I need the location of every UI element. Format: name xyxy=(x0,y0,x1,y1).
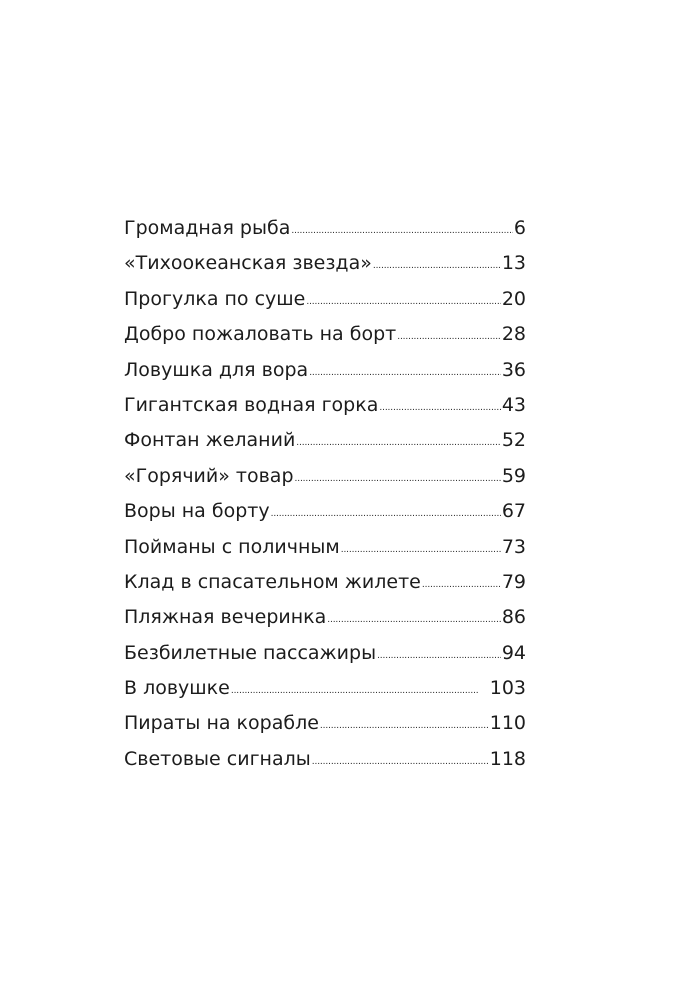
toc-entry-title: Клад в спасательном жилете xyxy=(124,570,421,593)
toc-entry-title: Световые сигналы xyxy=(124,747,311,770)
toc-entry xyxy=(124,211,526,246)
toc-entry-title: Безбилетные пассажиры xyxy=(124,641,377,664)
toc-dot-leader xyxy=(377,635,501,674)
toc-entry-title: Громадная рыба xyxy=(124,217,291,239)
toc-entry xyxy=(124,636,526,671)
toc-dot-leader xyxy=(312,741,489,780)
toc-entry xyxy=(124,530,526,565)
toc-entry-page: 79 xyxy=(501,570,526,593)
toc-entry-page: 43 xyxy=(501,393,526,416)
toc-dot-leader xyxy=(291,210,513,249)
toc-dot-leader xyxy=(422,564,501,603)
toc-dot-leader xyxy=(231,670,489,709)
toc-dot-leader xyxy=(327,599,501,638)
toc-entry-title: Пляжная вечеринка xyxy=(124,606,327,629)
toc-entry-page: 28 xyxy=(501,323,526,346)
toc-entry-title: Добро пожаловать на борт xyxy=(124,323,397,346)
toc-dot-leader xyxy=(379,387,500,426)
toc-entry-title: «Тихоокеанская звезда» xyxy=(124,252,372,275)
toc-entry xyxy=(124,600,526,635)
toc-entry xyxy=(124,317,526,352)
toc-entry-page: 36 xyxy=(501,358,526,381)
toc-entry-title: Прогулка по суше xyxy=(124,287,306,310)
toc-entry-title: Гигантская водная горка xyxy=(124,393,379,416)
toc-entry-page: 52 xyxy=(501,429,526,452)
toc-dot-leader xyxy=(320,705,489,744)
toc-entry-title: Фонтан желаний xyxy=(124,429,296,452)
toc-entry-page: 94 xyxy=(501,641,526,664)
toc-dot-leader xyxy=(397,316,501,355)
toc-dot-leader xyxy=(373,245,501,284)
toc-entry-page: 20 xyxy=(501,287,526,310)
toc-dot-leader xyxy=(309,352,501,391)
toc-entry xyxy=(124,494,526,529)
toc-entry-title: Ловушка для вора xyxy=(124,358,309,381)
toc-entry-page: 6 xyxy=(513,217,526,239)
toc-entry xyxy=(124,423,526,458)
toc-entry-title: Пираты на корабле xyxy=(124,712,319,735)
toc-dot-leader xyxy=(296,422,501,461)
toc-entry xyxy=(124,565,526,600)
toc-entry-title: Пойманы с поличным xyxy=(124,535,340,558)
toc-dot-leader xyxy=(271,493,501,532)
toc-entry xyxy=(124,742,526,777)
toc-entry-page: 103 xyxy=(489,677,526,700)
toc-entry xyxy=(124,282,526,317)
toc-entry xyxy=(124,246,526,281)
toc-dot-leader xyxy=(341,529,501,568)
toc-entry-page: 67 xyxy=(501,500,526,523)
toc-entry-page: 118 xyxy=(489,747,526,770)
toc-entry xyxy=(124,388,526,423)
toc-entry-title: В ловушке xyxy=(124,677,230,700)
toc-entry-title: «Горячий» товар xyxy=(124,464,294,487)
table-of-contents xyxy=(124,211,526,777)
toc-entry xyxy=(124,353,526,388)
toc-entry-page: 86 xyxy=(501,606,526,629)
toc-dot-leader xyxy=(295,458,501,497)
toc-entry-page: 13 xyxy=(501,252,526,275)
toc-entry-page: 110 xyxy=(489,712,526,735)
toc-entry-title: Воры на борту xyxy=(124,500,270,523)
toc-dot-leader xyxy=(306,281,500,320)
toc-entry xyxy=(124,706,526,741)
toc-entry-page: 59 xyxy=(501,464,526,487)
toc-entry-page: 73 xyxy=(501,535,526,558)
toc-entry xyxy=(124,459,526,494)
toc-entry xyxy=(124,671,526,706)
